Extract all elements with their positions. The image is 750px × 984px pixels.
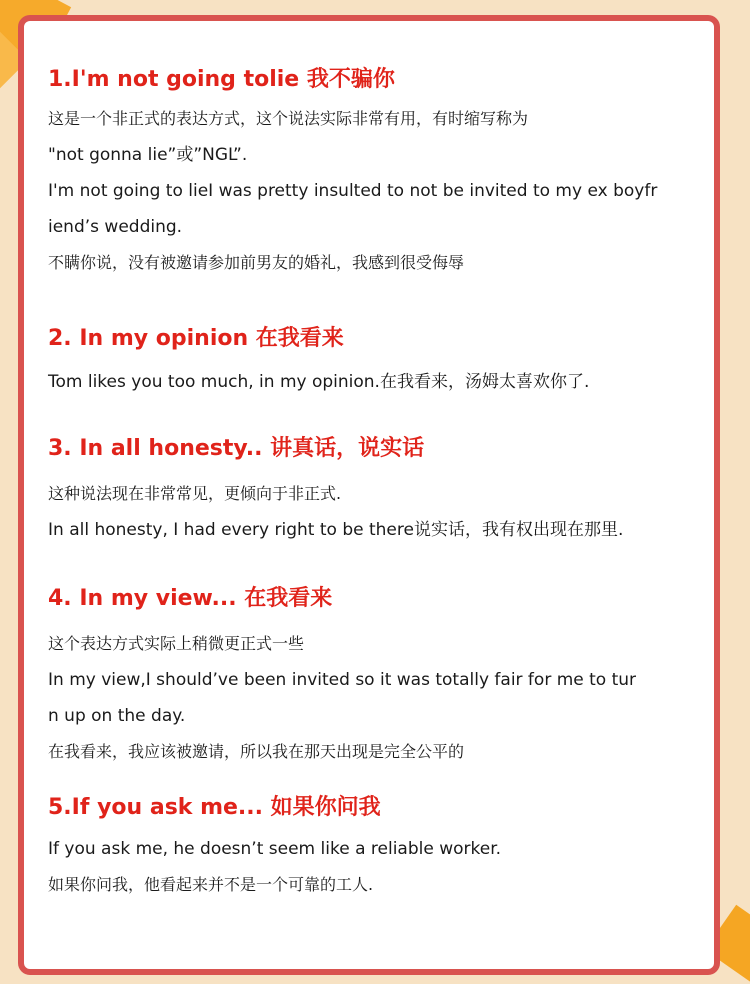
section-heading: 2. In my opinion 在我看来 — [48, 326, 344, 351]
section-heading: 4. In my view... 在我看来 — [48, 586, 333, 611]
section-text-line: 不瞒你说，没有被邀请参加前男友的婚礼，我感到很受侮辱 — [48, 253, 465, 272]
section-4 — [48, 584, 700, 770]
section-text-line: "not gonna lie”或”NGL”. — [48, 145, 248, 165]
section-text-line: I'm not going to lieI was pretty insulted to not be invited to my ex boyfr — [48, 181, 658, 201]
section-text-line: 这个表达方式实际上稍微更正式一些 — [48, 634, 305, 653]
section-text-line: If you ask me, he doesn’t seem like a reliable worker. — [48, 839, 502, 859]
section-text-line: 这是一个非正式的表达方式，这个说法实际非常有用，有时缩写称为 — [48, 109, 529, 128]
section-3 — [48, 434, 700, 548]
section-5 — [48, 793, 700, 903]
section-text-line: 这种说法现在非常常见，更倾向于非正式. — [48, 484, 342, 503]
section-heading: 3. In all honesty.. 讲真话，说实话 — [48, 436, 425, 461]
section-heading: 1.I'm not going tolie 我不骗你 — [48, 67, 395, 92]
section-2 — [48, 324, 700, 400]
section-heading: 5.If you ask me... 如果你问我 — [48, 795, 381, 820]
section-text-line: iend’s wedding. — [48, 217, 183, 237]
section-1 — [48, 65, 700, 281]
content-card — [18, 15, 720, 975]
section-text-line: 如果你问我，他看起来并不是一个可靠的工人. — [48, 875, 374, 894]
section-text-line: In all honesty, I had every right to be there说实话，我有权出现在那里. — [48, 520, 624, 540]
section-text-line: n up on the day. — [48, 706, 186, 726]
section-text-line: 在我看来，我应该被邀请，所以我在那天出现是完全公平的 — [48, 742, 465, 761]
section-text-line: In my view,I should’ve been invited so it was totally fair for me to tur — [48, 670, 637, 690]
section-text-line: Tom likes you too much, in my opinion.在我看来，汤姆太喜欢你了. — [48, 372, 590, 392]
